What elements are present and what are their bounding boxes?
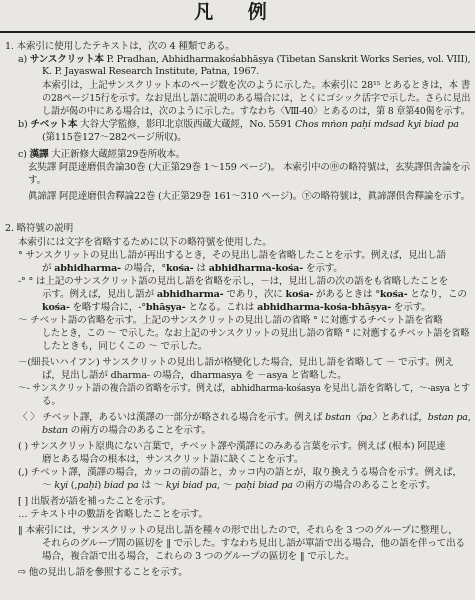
- text-line: [42, 328, 469, 340]
- line-text: の兩方の場合のあることを示す。: [292, 480, 436, 491]
- line-text: は ～: [138, 480, 166, 491]
- line-text: … テキスト中の數語を省略したことを示す。: [18, 509, 208, 520]
- text-line: [42, 263, 343, 275]
- line-text: ～: [42, 480, 55, 491]
- line-text: c): [18, 149, 30, 160]
- bold-term: abhidharma-kośa-bhāṣya-: [257, 302, 392, 313]
- line-text: 2. 略符號の説明: [5, 223, 73, 234]
- text-line: [18, 509, 208, 521]
- line-text: K. P. Jayaswal Research Institute, Patna, 1967.: [42, 66, 260, 77]
- bold-term: abhidharma-: [54, 263, 121, 274]
- italic-term: biad pa: [103, 480, 139, 491]
- text-line: [42, 132, 187, 144]
- line-text: となる。これは: [185, 302, 258, 313]
- text-line: [28, 175, 46, 187]
- line-text: 本索引は，上記サンスクリット本のページ数を次のように示した。本索引に 28¹⁵ とあるときは，本 書: [42, 80, 471, 91]
- line-text: を示す。: [391, 302, 431, 313]
- text-line: [42, 370, 347, 382]
- line-text: は: [193, 263, 209, 274]
- text-line: [42, 66, 259, 78]
- italic-term: kyi biad pa: [165, 480, 217, 491]
- line-text: ): [97, 480, 104, 491]
- text-line: [18, 149, 185, 161]
- italic-term: bstan: [42, 425, 68, 436]
- text-line: [18, 250, 446, 262]
- line-text: ⇨ 他の見出し語を參照することを示す。: [18, 567, 188, 578]
- text-line: [42, 106, 470, 118]
- text-line: [18, 315, 443, 327]
- line-text: ‖ 本索引には，サンスクリットの見出し語を種々の形で出したので，それらを 3 つのグループに整理し，: [18, 525, 458, 536]
- line-text: －(細長いハイフン) サンスクリットの見出し語が格變化した場合，見出し語を省略して － で示す。例え: [18, 357, 454, 368]
- text-line: [18, 525, 458, 537]
- line-text: [ ] 出版者が語を補ったことを示す。: [18, 496, 171, 507]
- text-line: [42, 480, 436, 492]
- line-text: それらのグループ間の區切を ‖ で示した。すなわち見出し語が單語で出る場合，他の語を伴って出る: [42, 538, 465, 549]
- line-text: ～- サンスクリット語の複合語の省略を示す。例えば，abhidharma-kośasya を見出し語を省略して，～-asya とす: [18, 383, 470, 394]
- bold-term: abhidharma-kośa-: [208, 263, 303, 274]
- text-line: [42, 425, 211, 437]
- bold-term: サンスクリット本: [29, 54, 104, 65]
- text-line: [42, 302, 431, 314]
- text-line: [42, 80, 470, 92]
- line-text: 大谷大学監修，影印北京版西蔵大蔵經，No. 5591: [77, 119, 296, 130]
- text-line: [42, 538, 465, 550]
- text-line: [18, 357, 454, 369]
- text-line: [5, 41, 235, 53]
- italic-term: kyi: [54, 480, 68, 491]
- text-line: [42, 454, 303, 466]
- text-line: [42, 341, 207, 353]
- line-text: a): [18, 54, 30, 65]
- text-line: [18, 276, 448, 288]
- title-divider: [0, 31, 475, 33]
- line-text: 玄奘譯 阿毘達磨倶舎論30巻 (大正第29巻 1～159 ページ)。 本索引中の㊥の略符號は，玄奘譯倶舎論を示: [28, 162, 470, 173]
- text-line: [28, 191, 470, 203]
- line-text: る。: [42, 396, 61, 407]
- line-text: 大正新修大蔵經第29巻所收本。: [48, 149, 186, 160]
- line-text: の28ページ15行を示す。なお見出し語に説明のある場合には，とくにゴシック活字で示した。さらに見出: [42, 93, 471, 104]
- line-text: の兩方の場合のあることを示す。: [67, 425, 211, 436]
- line-text: -° ° は上記のサンスクリット語の見出し語を省略を示し，－は，見出し語の次の語をも省略したことを: [18, 276, 449, 287]
- page-title: 凡 例: [194, 1, 281, 23]
- text-line: [5, 223, 73, 235]
- line-text: とあれば，: [381, 412, 428, 423]
- text-line: [18, 237, 272, 249]
- bold-term: 漢譯: [29, 149, 49, 160]
- text-line: [42, 93, 470, 105]
- bold-term: kośa-: [165, 263, 194, 274]
- line-text: 場合，複合語で出る場合，これらの 3 つのグループの區切を ‖ で示した。: [42, 551, 355, 562]
- text-line: [18, 119, 459, 131]
- text-line: [42, 289, 467, 301]
- line-text: であり，次に: [223, 289, 286, 300]
- bold-term: kośa-: [379, 289, 408, 300]
- line-text: を略す場合に，-°: [69, 302, 146, 313]
- line-text: があるときは °: [313, 289, 380, 300]
- line-text: す。: [28, 175, 47, 186]
- line-text: 示す。例えば，見出し語が: [42, 289, 157, 300]
- line-text: (第115巻127～282ページ所収)。: [42, 132, 187, 143]
- line-text: ,: [467, 412, 471, 423]
- italic-term: bstan〈pa〉: [325, 412, 382, 423]
- italic-term: bstan pa: [427, 412, 468, 423]
- bold-term: チベット本: [30, 119, 78, 130]
- text-line: [18, 467, 462, 479]
- line-text: 〈 〉 チベット譯，あるいは漢譯の一部分が略される場合を示す。例えば: [18, 412, 326, 423]
- line-text: ° サンスクリットの見出し語が再出するとき，その見出し語を省略したことを示す。例えば，見出し語: [18, 250, 446, 261]
- bold-term: abhidharma-: [156, 289, 224, 300]
- text-line: [18, 441, 445, 453]
- line-text: ば，見出し語が dharma- の場合，dharmasya を －asya と省略した。: [42, 370, 347, 381]
- text-line: [18, 54, 471, 66]
- line-text: ( ) サンスクリット原典にない言葉で，チベット譯や漢譯にのみある言葉を示す。例えば (根本) 阿毘達: [18, 441, 446, 452]
- italic-term: Chos mṅon paḥi mdsad kyi biad pa: [295, 119, 459, 130]
- line-text: の場合，°: [120, 263, 166, 274]
- line-text: したとき，この ～ で示した。なお上記のサンスクリットの見出し語の省略 ° に対應するチベット語を省略: [42, 328, 470, 339]
- line-text: , ～: [217, 480, 235, 491]
- text-line: [18, 496, 171, 508]
- line-text: 磨とある場合の根本は，サンスクリット語に缺くことを示す。: [42, 454, 304, 465]
- italic-term: paḥi: [77, 480, 98, 491]
- line-text: (,) チベット譯，漢譯の場合，カッコの前の語と，カッコ内の語とが，取り換えうる場合を示す。例えば，: [18, 467, 462, 478]
- line-text: を示す。: [302, 263, 343, 274]
- text-line: [42, 396, 61, 408]
- line-text: P. Pradhan, Abhidharmakośabhāṣya (Tibetan Sanskrit Works Series, vol. VIII),: [103, 54, 471, 65]
- line-text: b): [18, 119, 31, 130]
- text-line: [18, 383, 470, 395]
- italic-term: paḥi biad pa: [234, 480, 293, 491]
- bold-term: kośa-: [285, 289, 314, 300]
- line-text: し語が偈の中にある場合は，次のように示した。すなわち〈Ⅷ-40〉とあるのは，第 8 章第40偈を示す。: [42, 106, 470, 117]
- text-line: [42, 551, 354, 563]
- line-text: ～ チベット語の省略を示す。上記のサンスクリットの見出し語の省略 ° に対應するチベット語を省略: [18, 315, 443, 326]
- line-text: となり，この: [407, 289, 467, 300]
- line-text: が: [42, 263, 55, 274]
- bold-term: kośa-: [42, 302, 70, 313]
- line-text: 本索引には文字を省略するために以下の略符號を使用した。: [18, 237, 272, 248]
- line-text: したときも，同じくこの ～ で示した。: [42, 341, 208, 352]
- text-line: [18, 567, 188, 579]
- bold-term: bhāṣya-: [145, 302, 186, 313]
- text-line: [18, 412, 471, 424]
- line-text: 眞諦譯 阿毘達磨倶舎釋論22巻 (大正第29巻 161～310 ページ)。㊦の略符號は，眞諦譯倶舎釋論を示す。: [28, 191, 471, 202]
- text-line: [28, 162, 470, 174]
- line-text: 1. 本索引に使用したテキストは，次の 4 種類である。: [5, 41, 235, 52]
- line-text: (,: [67, 480, 78, 491]
